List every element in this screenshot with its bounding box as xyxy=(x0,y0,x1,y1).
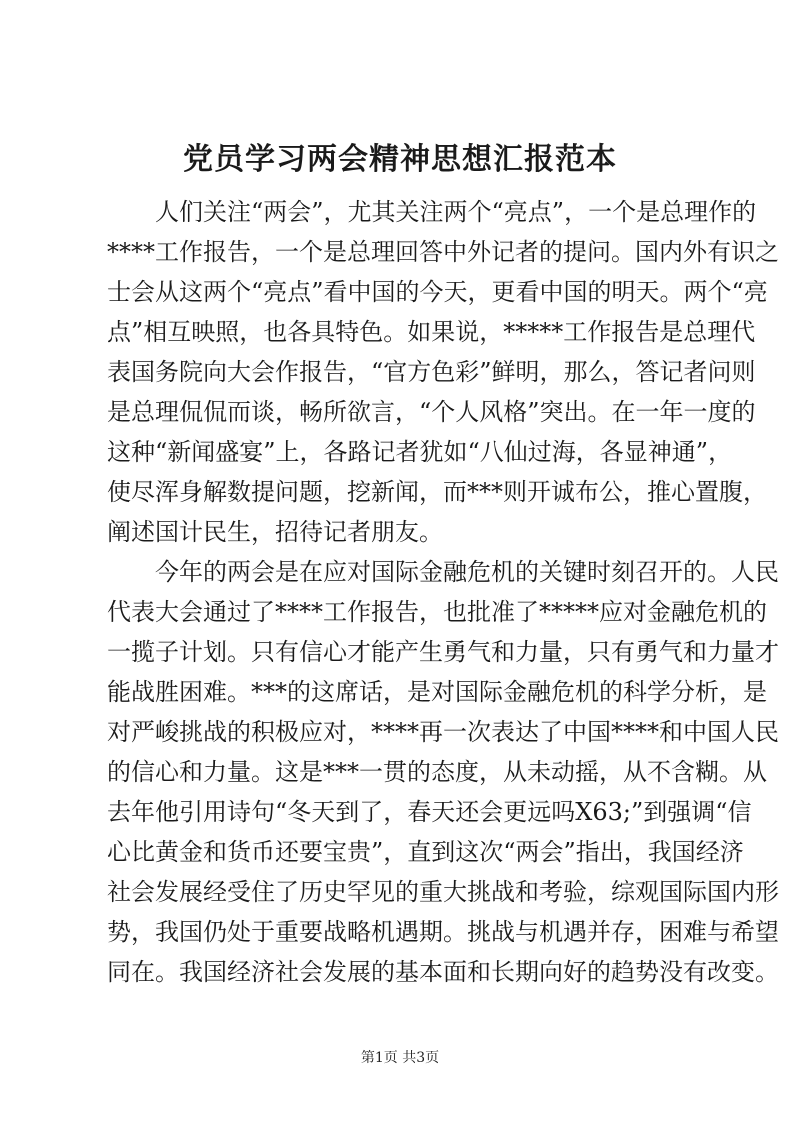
paragraph-1-line-1: 人们关注“两会”，尤其关注两个“亮点”，一个是总理作的 xyxy=(107,198,757,226)
paragraph-2-line-6: 的信心和力量。这是***一贯的态度，从未动摇，从不含糊。从 xyxy=(107,758,767,786)
paragraph-2-line-4: 能战胜困难。***的这席话，是对国际金融危机的科学分析，是 xyxy=(107,678,767,706)
paragraph-1-line-2: ****工作报告，一个是总理回答中外记者的提问。国内外有识之 xyxy=(107,238,779,266)
paragraph-2-line-11: 同在。我国经济社会发展的基本面和长期向好的趋势没有改变。 xyxy=(107,958,779,986)
paragraph-2-line-2: 代表大会通过了****工作报告，也批准了*****应对金融危机的 xyxy=(107,598,767,626)
paragraph-2-line-1: 今年的两会是在应对国际金融危机的关键时刻召开的。人民 xyxy=(107,558,779,586)
document-title: 党员学习两会精神思想汇报范本 xyxy=(183,142,617,177)
paragraph-1-line-3: 士会从这两个“亮点”看中国的今天，更看中国的明天。两个“亮 xyxy=(107,278,768,306)
paragraph-2-line-7: 去年他引用诗句“冬天到了，春天还会更远吗X63;”到强调“信 xyxy=(107,798,752,826)
paragraph-1-line-8: 使尽浑身解数提问题，挖新闻，而***则开诚布公，推心置腹， xyxy=(107,478,767,506)
paragraph-2-line-3: 一揽子计划。只有信心才能产生勇气和力量，只有勇气和力量才 xyxy=(107,638,779,666)
paragraph-2-line-5: 对严峻挑战的积极应对，****再一次表达了中国****和中国人民 xyxy=(107,718,779,746)
paragraph-2-line-9: 社会发展经受住了历史罕见的重大挑战和考验，综观国际国内形 xyxy=(107,878,779,906)
paragraph-1-line-7: 这种“新闻盛宴”上，各路记者犹如“八仙过海，各显神通”， xyxy=(107,438,733,466)
paragraph-2-line-10: 势，我国仍处于重要战略机遇期。挑战与机遇并存，困难与希望 xyxy=(107,918,779,946)
paragraph-2-line-8: 心比黄金和货币还要宝贵”，直到这次“两会”指出，我国经济 xyxy=(107,838,744,866)
paragraph-1-line-5: 表国务院向大会作报告，“官方色彩”鲜明，那么，答记者问则 xyxy=(107,358,756,386)
paragraph-1-line-6: 是总理侃侃而谈，畅所欲言，“个人风格”突出。在一年一度的 xyxy=(107,398,756,426)
paragraph-1-line-4: 点”相互映照，也各具特色。如果说，*****工作报告是总理代 xyxy=(107,318,756,346)
page-number-footer: 第1页 共3页 xyxy=(360,1050,440,1066)
paragraph-1-line-9: 阐述国计民生，招待记者朋友。 xyxy=(107,518,443,546)
